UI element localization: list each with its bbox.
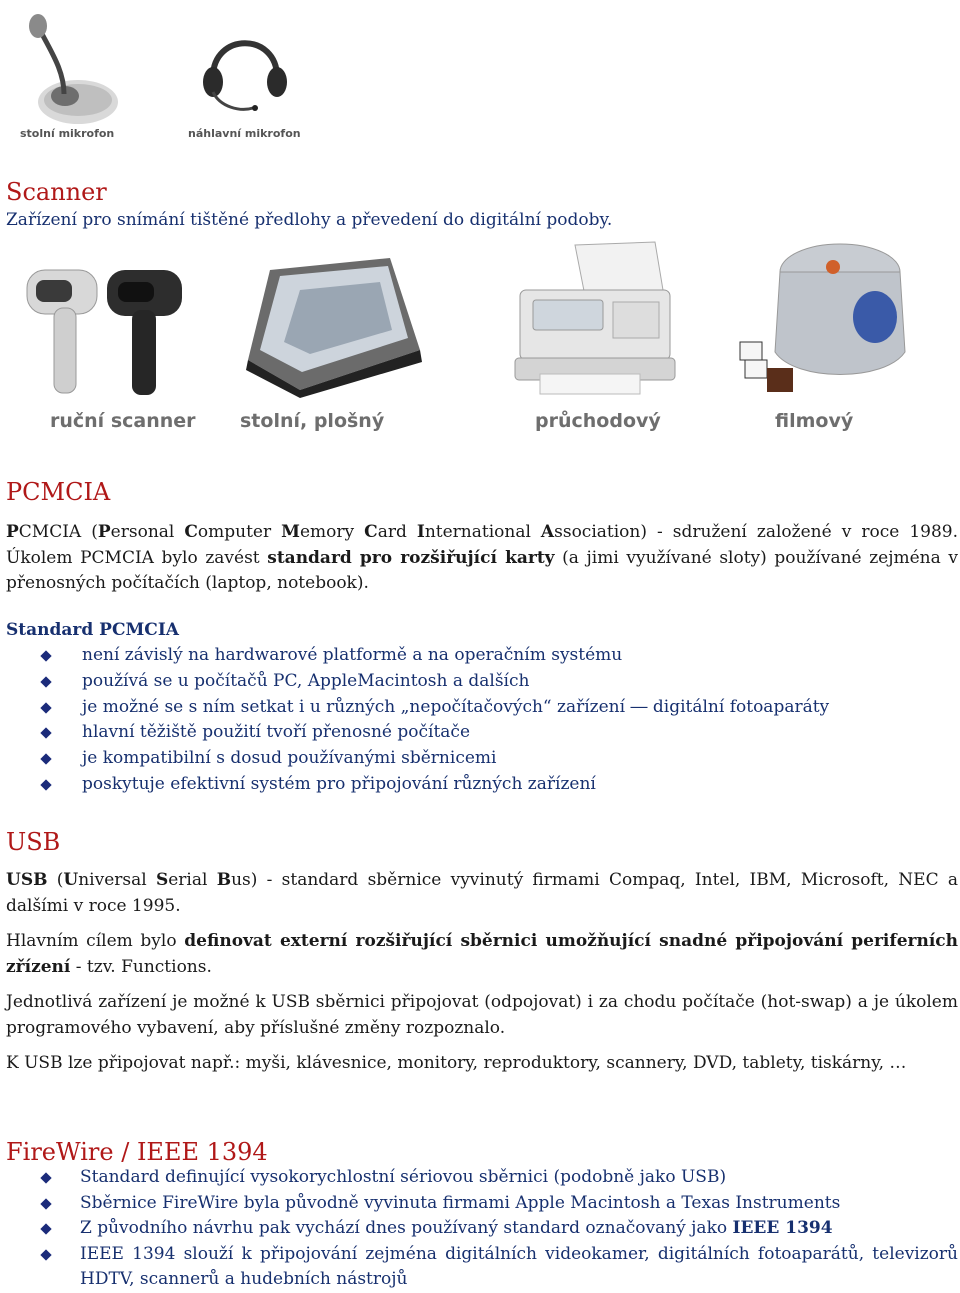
usb-heading: USB (6, 828, 61, 856)
pcmcia-heading: PCMCIA (6, 478, 111, 506)
list-item: IEEE 1394 slouží k připojování zejména digitálních videokamer, digitálních fotoaparátů, televizorů HDTV, scannerů a hudebních nástrojů (80, 1244, 958, 1289)
list-item: používá se u počítačů PC, AppleMacintosh a dalších (82, 671, 530, 691)
list-item: není závislý na hardwarové platformě a na operačním systému (82, 645, 623, 665)
scanner-caption-film: filmový (775, 410, 854, 432)
bullet-icon (40, 779, 51, 790)
usb-paragraph-2: Hlavním cílem bylo definovat externí rozšiřující sběrnici umožňující snadné připojování periferních zřízení - tzv. Functions. (6, 931, 958, 977)
bullet-icon (40, 727, 51, 738)
desk-microphone-image (20, 10, 120, 125)
list-item: Standard definující vysokorychlostní sériovou sběrnici (podobně jako USB) (80, 1167, 727, 1187)
scanner-description: Zařízení pro snímání tištěné předlohy a převedení do digitální podoby. (6, 210, 613, 230)
usb-paragraph-4: K USB lze připojovat např.: myši, klávesnice, monitory, reproduktory, scannery, DVD, tablety, tiskárny, … (6, 1053, 907, 1073)
headset-microphone-image (195, 22, 295, 117)
list-item: je kompatibilní s dosud používanými sběrnicemi (82, 748, 497, 768)
mic-caption-desk: stolní mikrofon (20, 127, 115, 140)
bullet-icon (40, 1249, 51, 1260)
bullet-icon (40, 1223, 51, 1234)
firewire-heading: FireWire / IEEE 1394 (6, 1138, 268, 1166)
scanner-heading: Scanner (6, 178, 107, 206)
sheetfed-scanner-image (505, 240, 680, 400)
mic-caption-headset: náhlavní mikrofon (188, 127, 301, 140)
list-item: poskytuje efektivní systém pro připojování různých zařízení (82, 774, 596, 794)
scanner-caption-flatbed: stolní, plošný (240, 410, 385, 432)
pcmcia-paragraph: PCMCIA (Personal Computer Memory Card International Association) - sdružení založené v roce 1989. Úkolem PCMCIA bylo zavést standard pro rozšiřující karty (a jimi využívané sloty) používané zejména v přenosných počítačích (laptop, notebook). (6, 522, 958, 593)
list-item: Z původního návrhu pak vychází dnes používaný standard označovaný jako IEEE 1394 (80, 1218, 833, 1238)
scanner-caption-hand: ruční scanner (50, 410, 196, 432)
bullet-icon (40, 753, 51, 764)
bullet-icon (40, 1198, 51, 1209)
usb-paragraph-1: USB (Universal Serial Bus) - standard sběrnice vyvinutý firmami Compaq, Intel, IBM, Microsoft, NEC a dalšími v roce 1995. (6, 870, 958, 916)
film-scanner-image (735, 232, 920, 402)
scanner-caption-sheetfed: průchodový (535, 410, 661, 432)
usb-paragraph-3: Jednotlivá zařízení je možné k USB sběrnici připojovat (odpojovat) i za chodu počítače (hot-swap) a je úkolem programového vybavení, aby příslušné změny rozpoznalo. (6, 992, 958, 1038)
bullet-icon (40, 702, 51, 713)
hand-scanner-image (22, 258, 202, 408)
pcmcia-standard-title: Standard PCMCIA (6, 620, 179, 640)
bullet-icon (40, 676, 51, 687)
list-item: je možné se s ním setkat i u různých „nepočítačových“ zařízení ― digitální fotoaparáty (82, 697, 830, 717)
bullet-icon (40, 650, 51, 661)
list-item: Sběrnice FireWire byla původně vyvinuta firmami Apple Macintosh a Texas Instruments (80, 1193, 841, 1213)
list-item: hlavní těžiště použití tvoří přenosné počítače (82, 722, 471, 742)
bullet-icon (40, 1172, 51, 1183)
flatbed-scanner-image (240, 250, 430, 398)
